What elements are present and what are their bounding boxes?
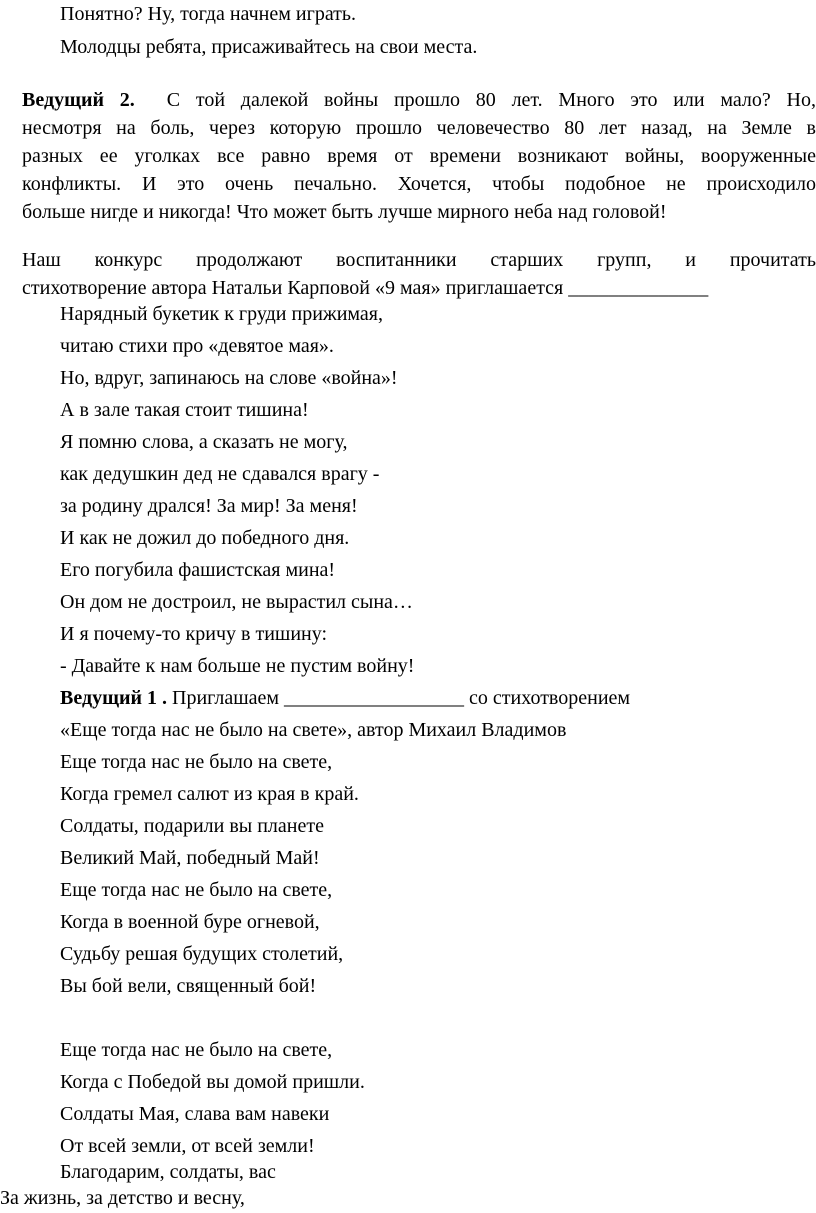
poem2-line: От всей земли, от всей земли! <box>60 1135 315 1157</box>
poem1-line: - Давайте к нам больше не пустим войну! <box>60 655 415 677</box>
host1-line <box>60 686 630 710</box>
host1-title-line: «Еще тогда нас не было на свете», автор Михаил Владимов <box>60 719 567 741</box>
poem2-line: Великий Май, победный Май! <box>60 847 320 869</box>
poem1-line: А в зале такая стоит тишина! <box>60 399 309 421</box>
poem2-line: Солдаты, подарили вы планете <box>60 815 324 837</box>
host2-line-3: разных ее уголках все равно время от времени возникают войны, вооруженные <box>22 145 816 167</box>
host2-speaker: Ведущий 2. <box>22 89 135 111</box>
host2-line-1 <box>22 86 816 114</box>
poem2-line: Солдаты Мая, слава вам навеки <box>60 1103 330 1125</box>
poem1-line: И я почему-то кричу в тишину: <box>60 623 328 645</box>
poem1-line: Он дом не достроил, не вырастил сына… <box>60 591 413 613</box>
poem2-line: Еще тогда нас не было на свете, <box>60 751 333 773</box>
poem1-line: как дедушкин дед не сдавался врагу - <box>60 463 380 485</box>
contest-line-2: стихотворение автора Натальи Карповой «9 мая» приглашается ______________ <box>22 277 709 299</box>
poem1-line: за родину дрался! За мир! За меня! <box>60 495 358 517</box>
host2-paragraph <box>22 86 816 226</box>
poem2-line: Когда в военной буре огневой, <box>60 911 320 933</box>
contest-line-1: Наш конкурс продолжают воспитанники старших групп, и прочитать <box>22 249 816 271</box>
host1-text: Приглашаем __________________ со стихотворением <box>167 687 631 709</box>
poem1-line: Я помню слова, а сказать не могу, <box>60 431 348 453</box>
host1-speaker: Ведущий 1 . <box>60 687 168 709</box>
poem2-line: За жизнь, за детство и весну, <box>0 1187 245 1209</box>
poem2-line: Вы бой вели, священный бой! <box>60 975 317 997</box>
poem1-line: читаю стихи про «девятое мая». <box>60 335 334 357</box>
poem1-line: И как не дожил до победного дня. <box>60 527 350 549</box>
poem2-line: Когда гремел салют из края в край. <box>60 783 359 805</box>
contest-paragraph <box>22 246 816 302</box>
host2-line-2: несмотря на боль, через которую прошло человечество 80 лет назад, на Земле в <box>22 117 816 139</box>
poem1-line: Его погубила фашистская мина! <box>60 559 336 581</box>
host2-line-1-text: С той далекой войны прошло 80 лет. Много это или мало? Но, <box>166 89 816 111</box>
poem2-line: Когда с Победой вы домой пришли. <box>60 1071 365 1093</box>
intro-line-1: Понятно? Ну, тогда начнем играть. <box>60 3 357 25</box>
host2-line-5: больше нигде и никогда! Что может быть лучше мирного неба над головой! <box>22 201 667 223</box>
intro-line-2: Молодцы ребята, присаживайтесь на свои места. <box>60 36 478 58</box>
poem1-line: Но, вдруг, запинаюсь на слове «война»! <box>60 367 398 389</box>
poem1-line: Нарядный букетик к груди прижимая, <box>60 303 384 325</box>
poem2-line: Еще тогда нас не было на свете, <box>60 1039 333 1061</box>
poem2-line: Судьбу решая будущих столетий, <box>60 943 344 965</box>
poem2-line: Еще тогда нас не было на свете, <box>60 879 333 901</box>
host2-line-4: конфликты. И это очень печально. Хочется, чтобы подобное не происходило <box>22 173 816 195</box>
poem2-line: Благодарим, солдаты, вас <box>60 1161 276 1183</box>
